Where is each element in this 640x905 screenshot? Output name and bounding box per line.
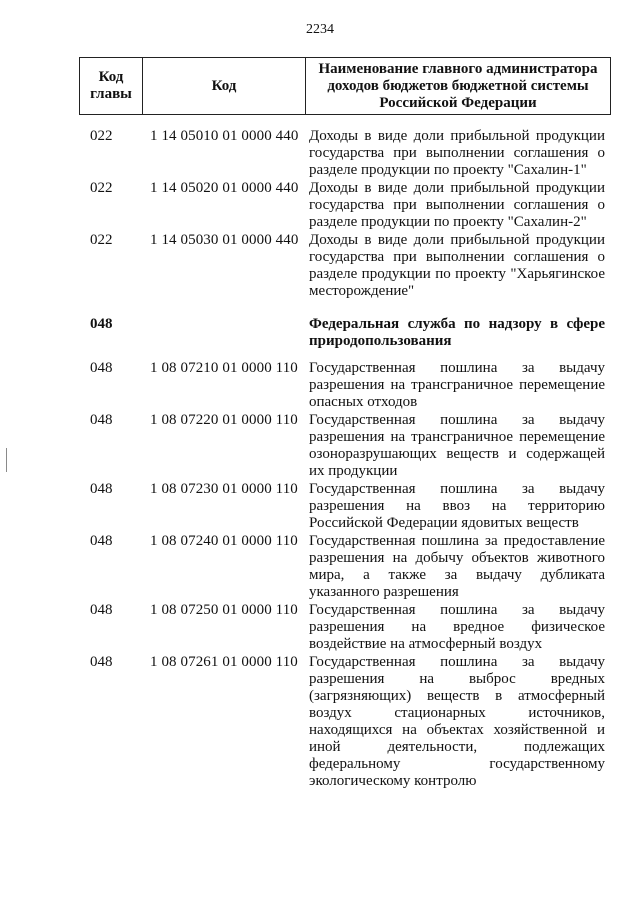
name-line: разрешения на вредное физическое: [309, 619, 605, 635]
name-line: Доходы в виде доли прибыльной продукции: [309, 180, 605, 196]
admin-name-cell: [309, 316, 605, 350]
header-admin-name: Наименование главного администратора доходов бюджетов бюджетной системы Российской Федерации: [318, 60, 598, 111]
admin-name-cell: [309, 232, 605, 300]
name-line: Доходы в виде доли прибыльной продукции: [309, 232, 605, 248]
chapter-code-cell: 022: [90, 128, 113, 144]
name-line: разделе продукции по проекту "Сахалин-1": [309, 162, 587, 178]
header-chapter-code: Код главы: [80, 58, 143, 114]
admin-name-cell: [309, 481, 605, 532]
name-line: (загрязняющих) веществ в атмосферный: [309, 688, 605, 704]
name-line: воздух стационарных источников,: [309, 705, 605, 721]
name-line: экологическому контролю: [309, 773, 477, 789]
chapter-code-cell: 022: [90, 232, 113, 248]
table-header: [79, 57, 611, 115]
budget-code-cell: 1 08 07230 01 0000 110: [150, 481, 298, 497]
name-line: разрешения на выброс вредных: [309, 671, 605, 687]
chapter-code-cell: 022: [90, 180, 113, 196]
name-line: их продукции: [309, 463, 398, 479]
name-line: природопользования: [309, 333, 452, 349]
name-line: иной деятельности, подлежащих: [309, 739, 605, 755]
name-line: Государственная пошлина за выдачу: [309, 360, 605, 376]
name-line: государства при выполнении соглашения о: [309, 145, 605, 161]
name-line: озоноразрушающих веществ и содержащей: [309, 446, 605, 462]
header-code: Код: [143, 58, 306, 114]
scan-margin-line: [6, 448, 7, 472]
chapter-code-cell: 048: [90, 412, 113, 428]
name-line: разрешения на ввоз на территорию: [309, 498, 605, 514]
name-line: Государственная пошлина за выдачу: [309, 654, 605, 670]
name-line: государства при выполнении соглашения о: [309, 197, 605, 213]
chapter-code-cell: 048: [90, 316, 113, 332]
name-line: Федеральная служба по надзору в сфере: [309, 316, 605, 332]
budget-code-cell: 1 14 05020 01 0000 440: [150, 180, 299, 196]
admin-name-cell: [309, 602, 605, 653]
budget-code-cell: 1 14 05010 01 0000 440: [150, 128, 299, 144]
budget-code-cell: 1 08 07240 01 0000 110: [150, 533, 298, 549]
name-line: разрешения на трансграничное перемещение: [309, 429, 605, 445]
budget-code-cell: 1 14 05030 01 0000 440: [150, 232, 299, 248]
name-line: разделе продукции по проекту "Сахалин-2": [309, 214, 587, 230]
page-number: 2234: [306, 22, 334, 37]
name-line: Государственная пошлина за выдачу: [309, 481, 605, 497]
budget-code-cell: 1 08 07220 01 0000 110: [150, 412, 298, 428]
budget-code-cell: 1 08 07261 01 0000 110: [150, 654, 298, 670]
name-line: разрешения на трансграничное перемещение: [309, 377, 605, 393]
chapter-code-cell: 048: [90, 654, 113, 670]
name-line: Российской Федерации ядовитых веществ: [309, 515, 579, 531]
name-line: воздействие на атмосферный воздух: [309, 636, 543, 652]
name-line: разрешения на добычу объектов животного: [309, 550, 605, 566]
budget-code-cell: 1 08 07250 01 0000 110: [150, 602, 298, 618]
name-line: Доходы в виде доли прибыльной продукции: [309, 128, 605, 144]
name-line: находящихся на объектах хозяйственной и: [309, 722, 605, 738]
chapter-code-cell: 048: [90, 360, 113, 376]
name-line: Государственная пошлина за выдачу: [309, 602, 605, 618]
name-line: Государственная пошлина за выдачу: [309, 412, 605, 428]
name-line: разделе продукции по проекту "Харьягинское: [309, 266, 605, 282]
admin-name-cell: [309, 128, 605, 179]
admin-name-cell: [309, 533, 605, 601]
budget-code-cell: 1 08 07210 01 0000 110: [150, 360, 298, 376]
admin-name-cell: [309, 412, 605, 480]
chapter-code-cell: 048: [90, 602, 113, 618]
chapter-code-cell: 048: [90, 533, 113, 549]
admin-name-cell: [309, 180, 605, 231]
name-line: мира, а также за выдачу дубликата: [309, 567, 605, 583]
admin-name-cell: [309, 360, 605, 411]
name-line: Государственная пошлина за предоставление: [309, 533, 605, 549]
name-line: федеральному государственному: [309, 756, 605, 772]
chapter-code-cell: 048: [90, 481, 113, 497]
admin-name-cell: [309, 654, 605, 790]
name-line: месторождение": [309, 283, 415, 299]
name-line: государства при выполнении соглашения о: [309, 249, 605, 265]
name-line: указанного разрешения: [309, 584, 459, 600]
name-line: опасных отходов: [309, 394, 418, 410]
